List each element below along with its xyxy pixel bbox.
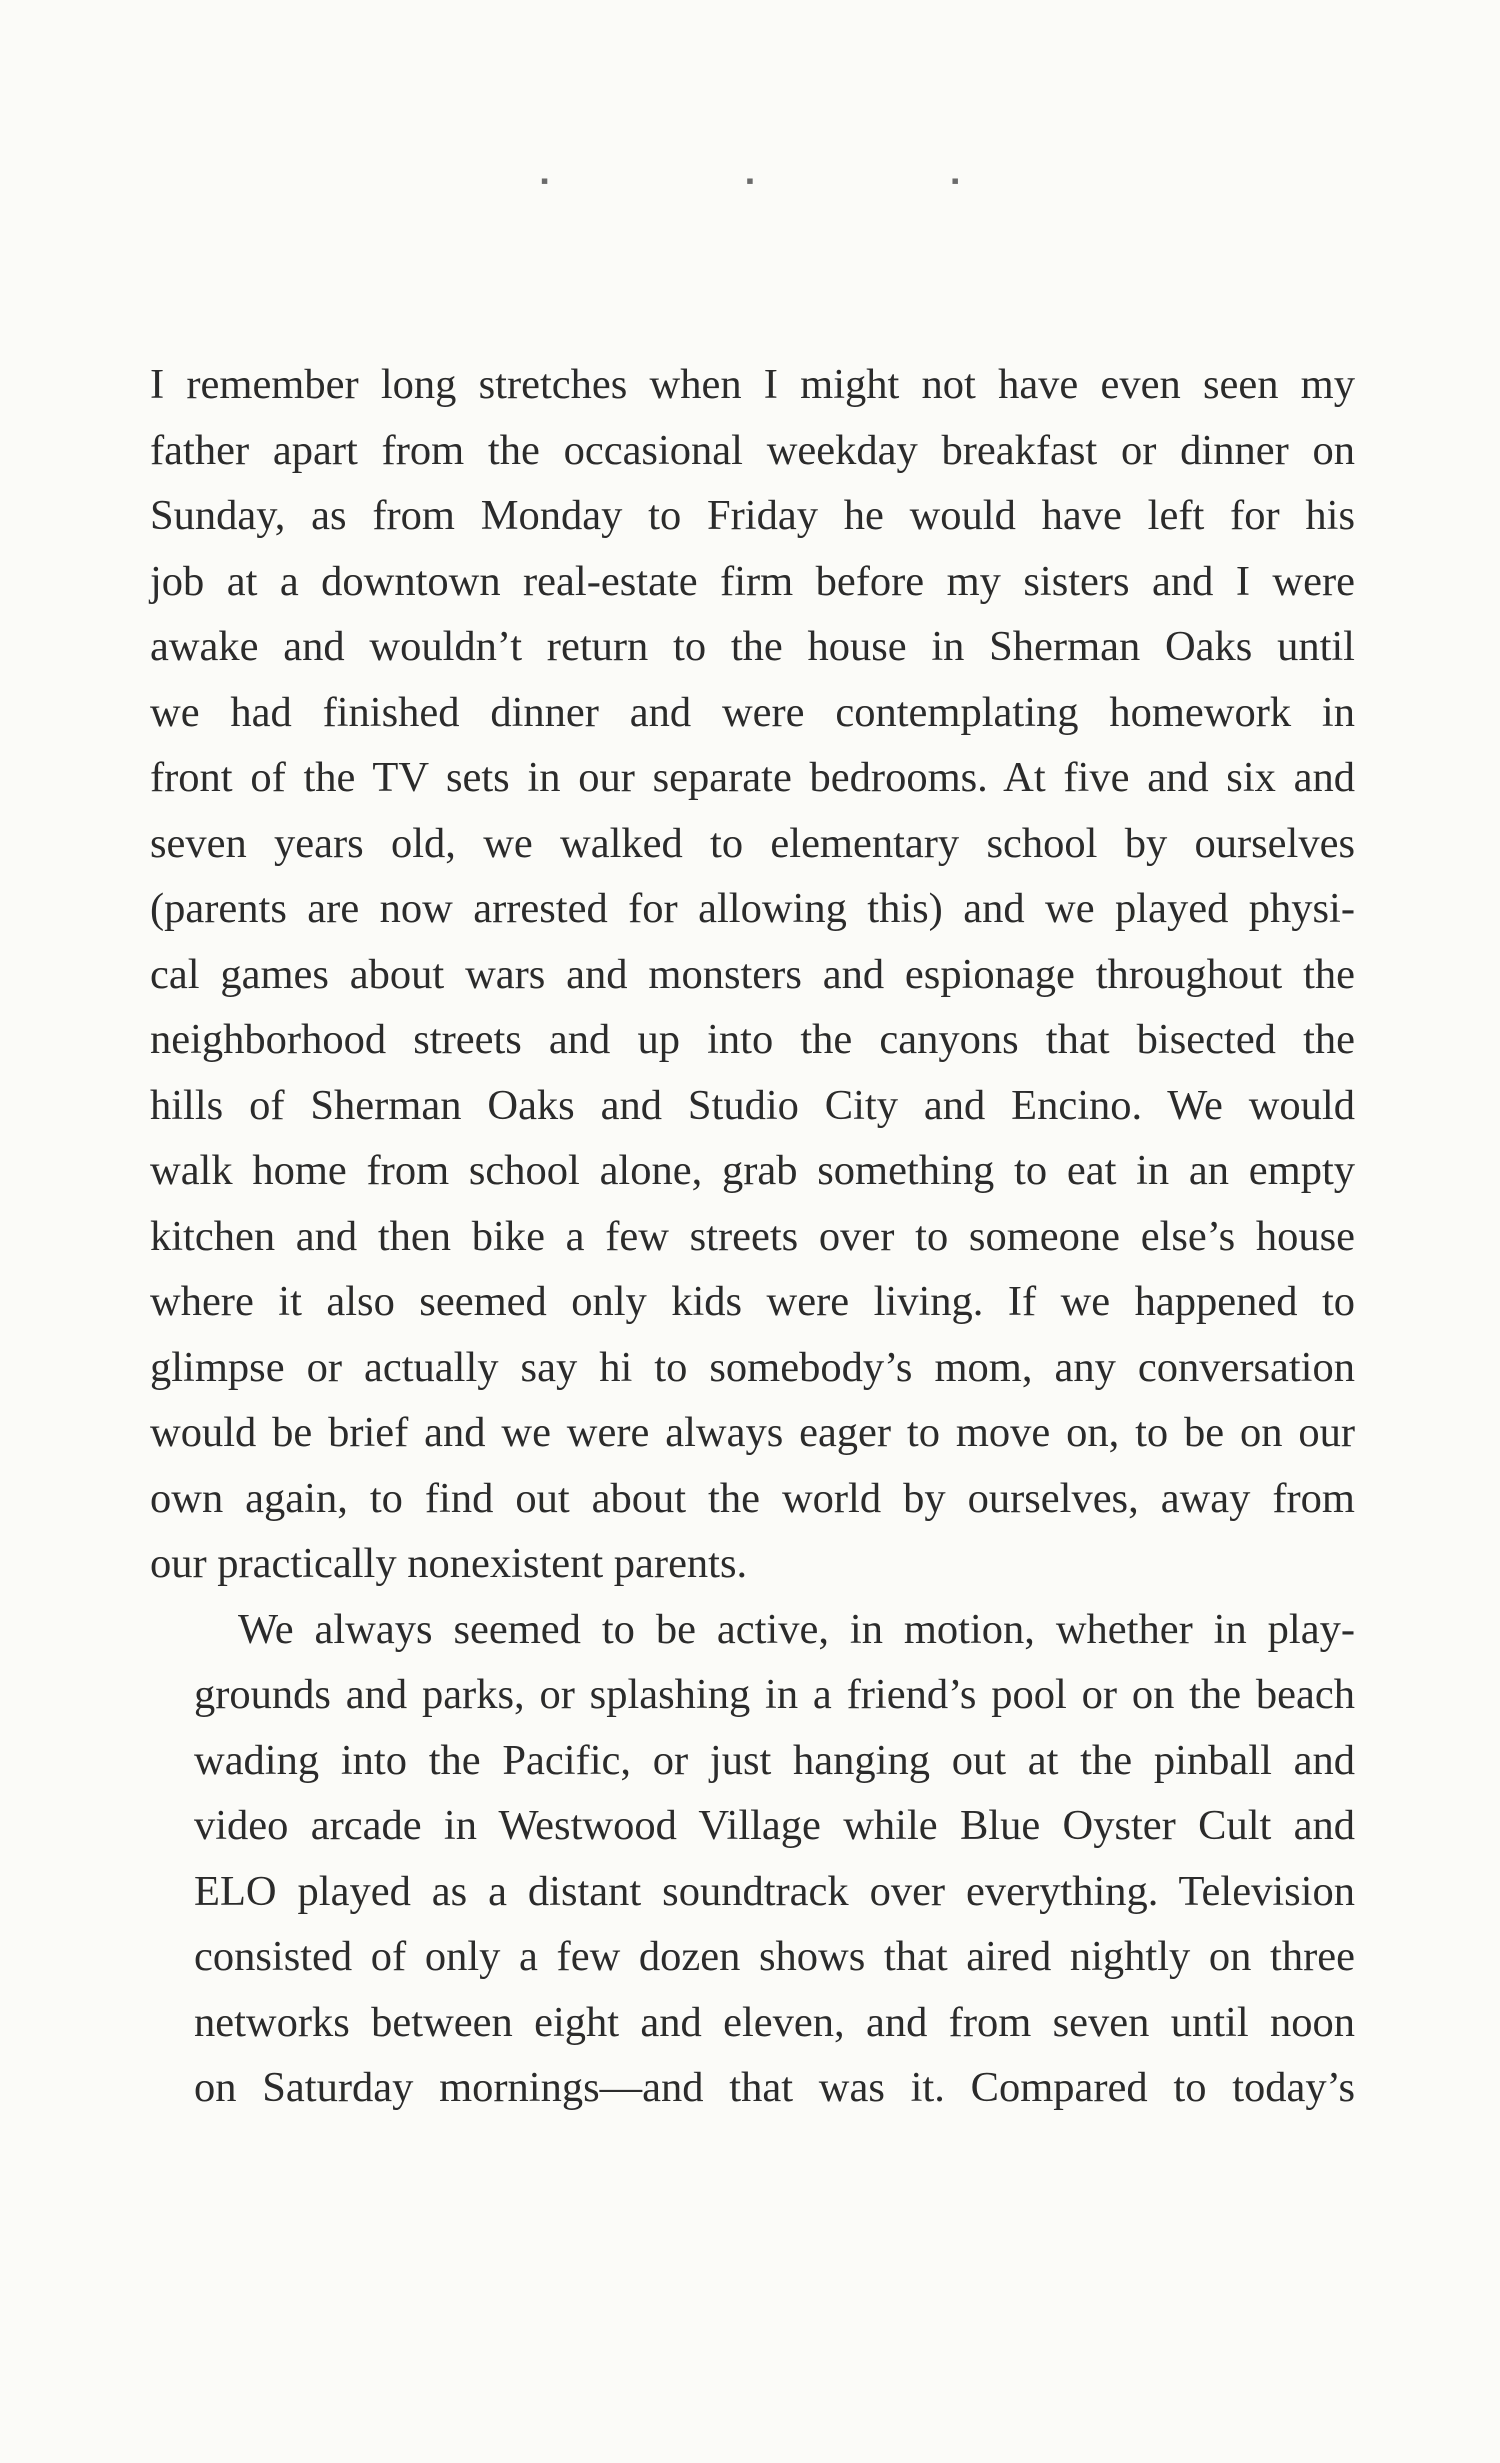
text-line: own again, to find out about the world by ourselves, away from [150, 1474, 1355, 1522]
body-text [150, 352, 1355, 2121]
paragraph-1 [150, 352, 1355, 1597]
text-line: I remember long stretches when I might not have even seen my [150, 361, 1355, 408]
text-line: we had finished dinner and were contemplating homework in [150, 688, 1355, 736]
text-line: front of the TV sets in our separate bedrooms. At five and six and [150, 754, 1355, 801]
text-line: kitchen and then bike a few streets over to someone else’s house [150, 1212, 1355, 1260]
text-line: wading into the Pacific, or just hanging out at the pinball and [194, 1736, 1355, 1784]
text-line: consisted of only a few dozen shows that aired nightly on three [194, 1933, 1355, 1980]
text-line: would be brief and we were always eager to move on, to be on our [150, 1409, 1355, 1456]
text-line: networks between eight and eleven, and from seven until noon [194, 1998, 1355, 2046]
text-line: hills of Sherman Oaks and Studio City and Encino. We would [150, 1081, 1355, 1129]
text-line: on Saturday mornings—and that was it. Compared to today’s [194, 2064, 1355, 2111]
text-line: Sunday, as from Monday to Friday he would have left for his [150, 492, 1355, 539]
text-line: glimpse or actually say hi to somebody’s mom, any conversation [150, 1343, 1355, 1391]
text-line: our practically nonexistent parents. [150, 1540, 748, 1587]
text-line: neighborhood streets and up into the canyons that bisected the [150, 1016, 1355, 1063]
text-line: father apart from the occasional weekday breakfast or dinner on [150, 426, 1355, 474]
text-line: seven years old, we walked to elementary school by ourselves [150, 819, 1355, 867]
text-line: (parents are now arrested for allowing this) and we played physi- [150, 885, 1355, 932]
text-line: awake and wouldn’t return to the house in Sherman Oaks until [150, 623, 1355, 670]
text-line: grounds and parks, or splashing in a friend’s pool or on the beach [194, 1671, 1355, 1718]
text-line: We always seemed to be active, in motion, whether in play- [238, 1605, 1355, 1653]
text-line: where it also seemed only kids were living. If we happened to [150, 1278, 1355, 1325]
text-line: ELO played as a distant soundtrack over everything. Television [194, 1867, 1355, 1915]
text-line: video arcade in Westwood Village while Blue Oyster Cult and [194, 1802, 1355, 1849]
text-line: walk home from school alone, grab something to eat in an empty [150, 1147, 1355, 1194]
text-line: cal games about wars and monsters and espionage throughout the [150, 950, 1355, 998]
text-line: job at a downtown real-estate firm before my sisters and I were [150, 557, 1355, 605]
paragraph-2 [150, 1597, 1355, 2121]
section-break-ornament: ▪ ▪ ▪ [540, 168, 1056, 193]
